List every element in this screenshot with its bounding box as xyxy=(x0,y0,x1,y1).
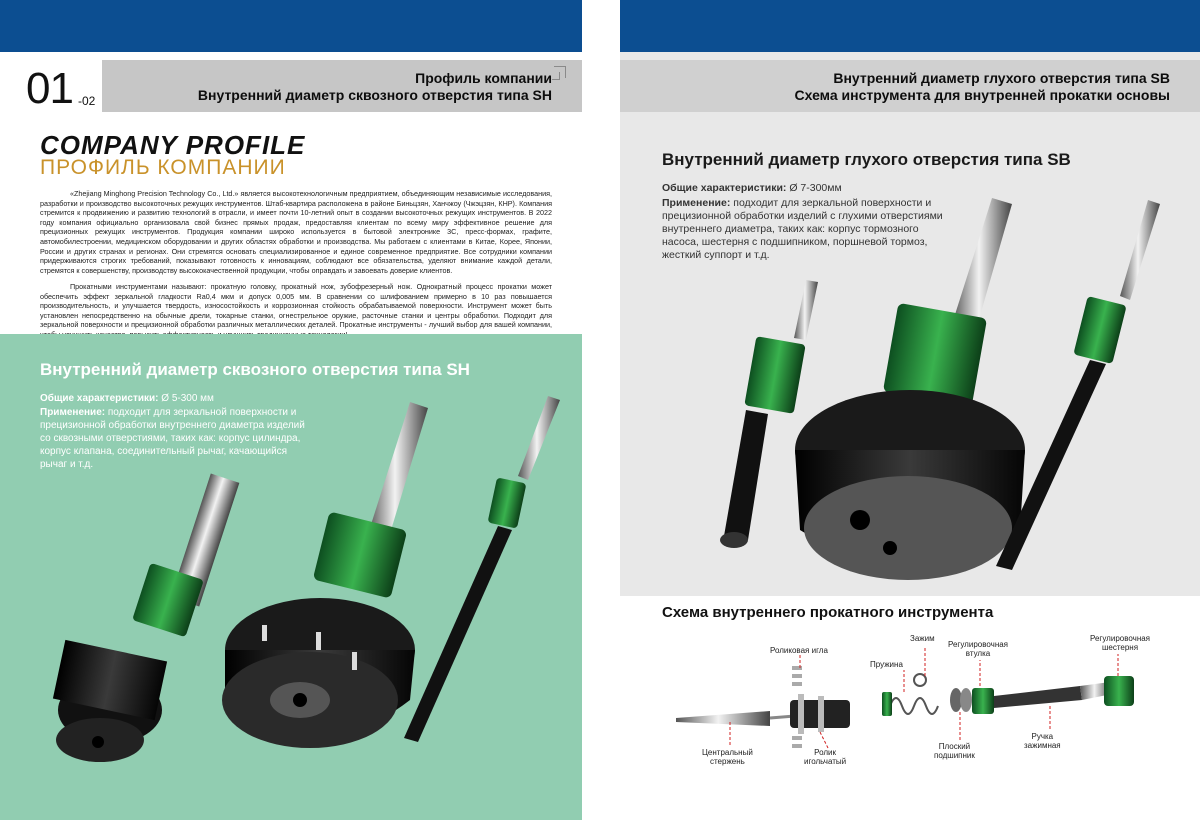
label-flat-bearing-line1: Плоский xyxy=(938,742,971,751)
sh-application-value: подходит для зеркальной поверхности и прецизионной обработки внутреннего диаметра изделий со сквозными отверстиями, таких как: корпус цилиндра, корпус клапана, соединительный рычаг, качающийся рычаг и т.д. xyxy=(40,407,305,470)
label-adj-gear-line1: Регулировочная xyxy=(1090,634,1151,643)
profile-paragraph-2: Прокатными инструментами называют: прокатную головку, прокатный нож, зубофрезерный нож. Однократный процесс прокатки может обеспечить эффект зеркальной гладкости Ra0,4 мкм и допуск 0,005 мм. В сравнении со шлифованием примерно в 10 раз повышается производительность, и улучшается твердость, износостойкость и коррозионная стойкость обрабатываемой поверхности. Инструмент может быть установлен непосредственно на обычные дрели, токарные станки, огнестрельное оружие, расточные станки и центры обработки. Подходит для зеркальной поверхности и прецизионной обработки различных металлических деталей. Прокатные инструменты - лучший выбор для вашей компании, xyxy=(40,282,552,330)
company-profile-title: COMPANY PROFILE xyxy=(40,130,306,160)
adj-sleeve-part xyxy=(972,688,994,714)
label-spring: Пружина xyxy=(870,660,903,669)
central-rod-part xyxy=(676,711,795,726)
label-flat-bearing-line2: подшипник xyxy=(934,751,975,760)
left-header-line2: Внутренний диаметр сквозного отверстия типа SH xyxy=(197,87,552,103)
label-needle-roller-line1: Ролик xyxy=(814,748,836,757)
page-number: 01 xyxy=(26,64,73,113)
clamp-handle-part xyxy=(994,682,1112,708)
clamp-part xyxy=(914,674,926,686)
label-adj-gear-line2: шестерня xyxy=(1101,643,1139,652)
flat-bearing-part xyxy=(950,688,972,712)
label-clamp-handle xyxy=(1024,732,1061,750)
sb-application-label: Применение: xyxy=(662,197,731,209)
sh-small-tool xyxy=(53,474,239,762)
sh-title: Внутренний диаметр сквозного отверстия типа SH xyxy=(40,360,470,379)
sb-application-value: подходит для зеркальной поверхности и прецизионной обработки изделий с глухими отверстиями внутреннего диаметра, таких как: корпус тормозного насоса, шестерня с подшипником, поршневой тормоз, жесткий суппорт и т.д. xyxy=(662,197,943,261)
left-page xyxy=(0,0,582,820)
profile-paragraph-1: «Zhejiang Minghong Precision Technology Co., Ltd.» является высокотехнологичным предприятием, объединяющим независимые исследования, разработки и производство высокоточных режущих инструментов. Штаб-квартира расположена в районе Биньцзян, Ханчжоу (Чжэцзян, КНР). Компания стремится к продвижению и развитию технологий в отрасли, и имеет почти 10-летний опыт в создании высокоточных режущих инструментов. В 2022 году компания официально организовала свой бизнес прямых продаж, предоставляя клиентам по всему миру эффективное решение для прецизионных режущих инструментов. Продукция компании широко используется в бытовой электронике 3С, пресс-формах, графите, автомобилестроении, медицинском оборудовании и других областях обработки и производства. Мы работаем с клиентами в Китае, Корее, Японии, России и других странах и регионах. Они стремятся основать специализированное и единое современное предприятие. Все сотрудники компании придерживаются строгих требований, показывают готовность к инновациям, соблюдают все обязательства, уделяют внимание каждой детали, стремятся к совершенству, производству высококачественной продукции, чтобы оправдать и завоевать доверие клиентов. xyxy=(40,189,552,275)
label-needle-roller xyxy=(804,748,846,766)
sh-large-tool xyxy=(222,402,428,748)
spring-part xyxy=(882,692,938,716)
right-header-line2: Схема инструмента для внутренней прокатки основы xyxy=(794,87,1170,103)
company-profile-subtitle: ПРОФИЛЬ КОМПАНИИ xyxy=(40,156,286,179)
sb-specs-label: Общие характеристики: xyxy=(662,182,787,194)
sb-title: Внутренний диаметр глухого отверстия типа SB xyxy=(662,150,1071,169)
sh-application-label: Применение: xyxy=(40,407,106,418)
sb-large-tool xyxy=(795,198,1025,580)
needle-roller-part xyxy=(790,694,850,734)
label-roller-needle: Роликовая игла xyxy=(770,646,828,655)
label-central-rod-line1: Центральный xyxy=(702,748,753,757)
left-header-line1: Профиль компании xyxy=(415,70,552,86)
sh-long-tool xyxy=(404,396,560,742)
page-number-sub: -02 xyxy=(78,94,96,108)
sb-specs-value: Ø 7-300мм xyxy=(786,182,842,194)
sb-long-tool xyxy=(996,200,1160,570)
label-clamp: Зажим xyxy=(910,634,935,643)
adj-gear-part xyxy=(1104,676,1134,706)
page-gutter xyxy=(582,0,620,820)
right-header-line1: Внутренний диаметр глухого отверстия типа SB xyxy=(833,70,1170,86)
label-central-rod xyxy=(702,748,753,766)
label-clamp-handle-line2: зажимная xyxy=(1024,741,1061,750)
sb-tools-illustration xyxy=(620,0,1200,600)
label-adj-gear xyxy=(1090,634,1150,652)
scheme-diagram xyxy=(620,596,1200,820)
label-needle-roller-line2: игольчатый xyxy=(804,757,847,766)
label-adj-sleeve-line1: Регулировочная xyxy=(948,640,1009,649)
sh-specs-label: Общие характеристики: xyxy=(40,393,159,404)
label-adj-sleeve xyxy=(948,640,1008,658)
label-adj-sleeve-line2: втулка xyxy=(965,649,991,658)
label-flat-bearing xyxy=(934,742,975,760)
sh-specs-value: Ø 5-300 мм xyxy=(158,393,214,404)
scheme-title: Схема внутреннего прокатного инструмента xyxy=(662,604,994,621)
sh-tools-illustration xyxy=(0,0,582,820)
label-clamp-handle-line1: Ручка xyxy=(1031,732,1054,741)
right-page xyxy=(620,0,1200,820)
label-central-rod-line2: стержень xyxy=(709,757,745,766)
